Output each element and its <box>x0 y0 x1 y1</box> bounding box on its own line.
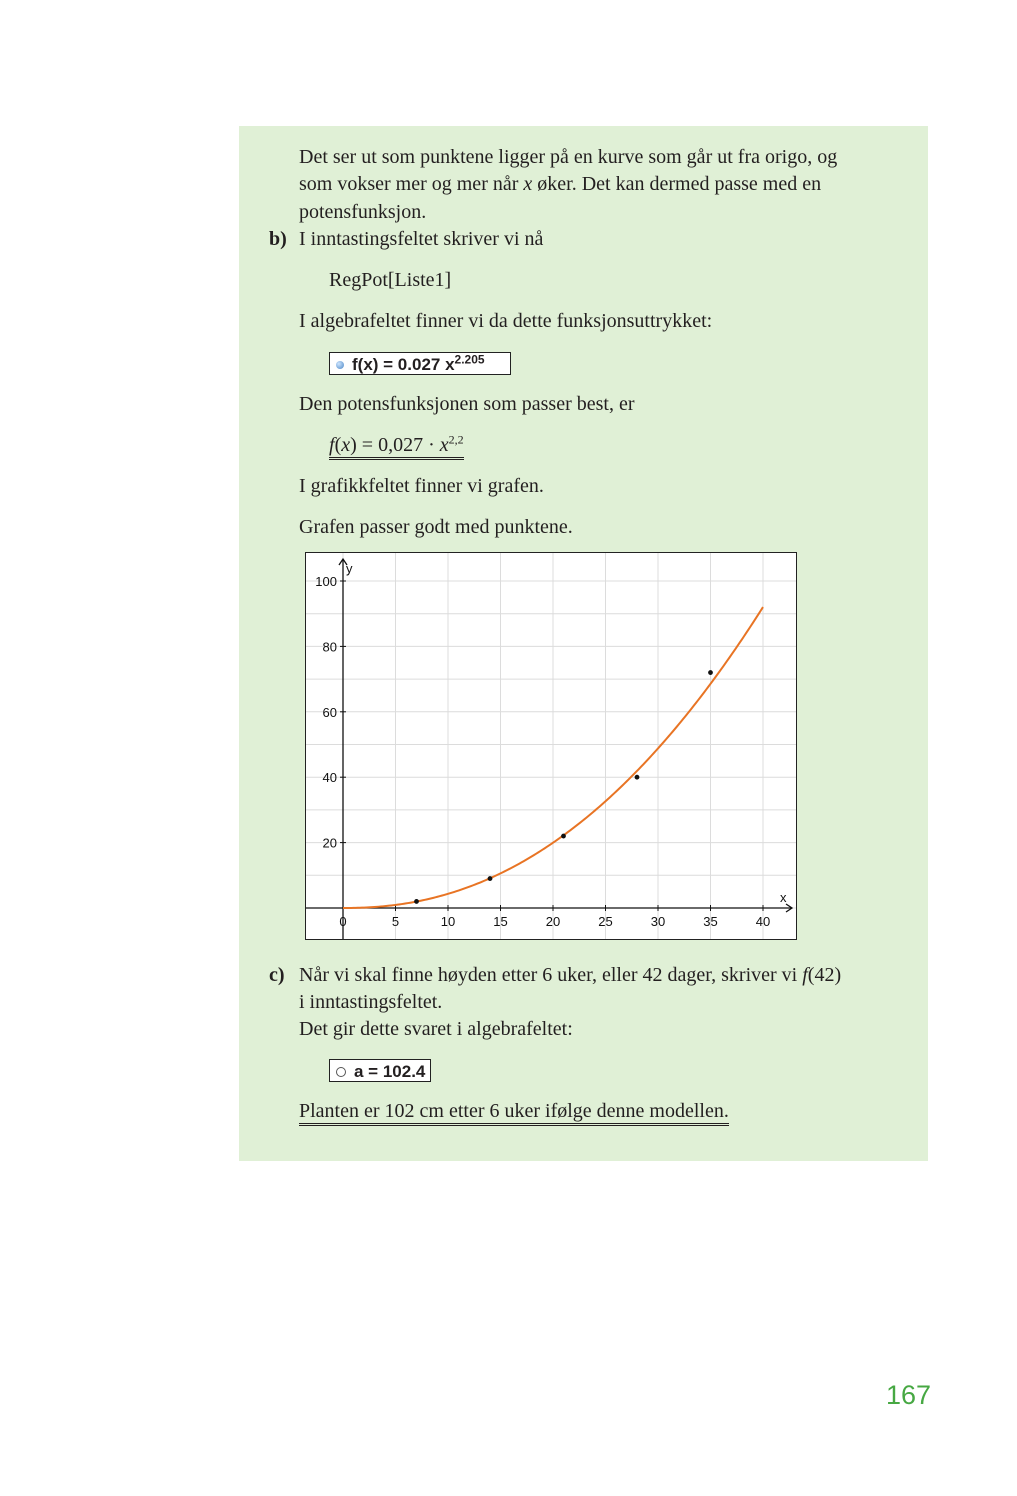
x-axis-label: x <box>780 890 787 905</box>
part-c-line1: Når vi skal finne høyden etter 6 uker, eller 42 dager, skriver vi f(42) <box>299 964 842 986</box>
x-tick-label: 5 <box>391 914 400 929</box>
y-tick-label: 20 <box>322 835 337 851</box>
answer-text: Planten er 102 cm etter 6 uker ifølge denne modellen. <box>299 1098 729 1125</box>
page-number: 167 <box>886 1380 932 1410</box>
regpot-command: RegPot[Liste1] <box>329 269 452 291</box>
visible-dot-icon <box>336 361 344 369</box>
para-a-line2: som vokser mer og mer når x øker. Det kan dermed passe med en <box>299 173 822 195</box>
fit-text: Grafen passer godt med punktene. <box>299 516 573 538</box>
x-tick-label: 15 <box>493 914 508 929</box>
part-b-label: b) <box>269 228 287 250</box>
hidden-dot-icon <box>336 1067 346 1077</box>
para-a-line1: Det ser ut som punktene ligger på en kurve som går ut fra origo, og <box>299 146 838 168</box>
para-a-line3: potensfunksjon. <box>299 201 427 223</box>
part-c-label: c) <box>269 964 285 986</box>
formula: $f(x) = 0,027 \cdot x^{2,2}$ <box>329 432 464 459</box>
x-tick-label: 35 <box>703 914 718 929</box>
y-axis-label: y <box>346 561 353 576</box>
graph-text: I grafikkfeltet finner vi grafen. <box>299 475 544 497</box>
data-point <box>708 670 713 675</box>
y-tick-label: 80 <box>322 639 337 655</box>
x-tick-label: 25 <box>598 914 613 929</box>
x-tick-label: 20 <box>545 914 561 929</box>
data-point <box>561 834 566 839</box>
algebra-output-fx: f(x) = 0.027 $x^{2.205}$ <box>329 352 511 375</box>
data-point <box>635 775 640 780</box>
y-tick-label: 100 <box>315 574 337 589</box>
data-point <box>488 876 493 881</box>
y-tick-label: 40 <box>322 770 337 786</box>
y-tick-label: 60 <box>322 704 337 720</box>
part-b-intro: I inntastingsfeltet skriver vi nå <box>299 228 544 250</box>
chart-svg <box>306 553 796 939</box>
part-c-line3: Det gir dette svaret i algebrafeltet: <box>299 1018 573 1040</box>
conclusion-text: Den potensfunksjonen som passer best, er <box>299 393 635 415</box>
data-point <box>414 899 419 904</box>
x-tick-label: 40 <box>755 914 771 929</box>
algebra-intro: I algebrafeltet finner vi da dette funksjonsuttrykket: <box>299 310 713 332</box>
part-c-line2: i inntastingsfeltet. <box>299 991 443 1013</box>
x-tick-label: 10 <box>440 914 456 929</box>
graphics-view <box>305 552 797 940</box>
algebra-output-a: a = 102.4 <box>329 1059 431 1082</box>
x-tick-label: 0 <box>339 914 347 929</box>
x-tick-label: 30 <box>650 914 666 929</box>
